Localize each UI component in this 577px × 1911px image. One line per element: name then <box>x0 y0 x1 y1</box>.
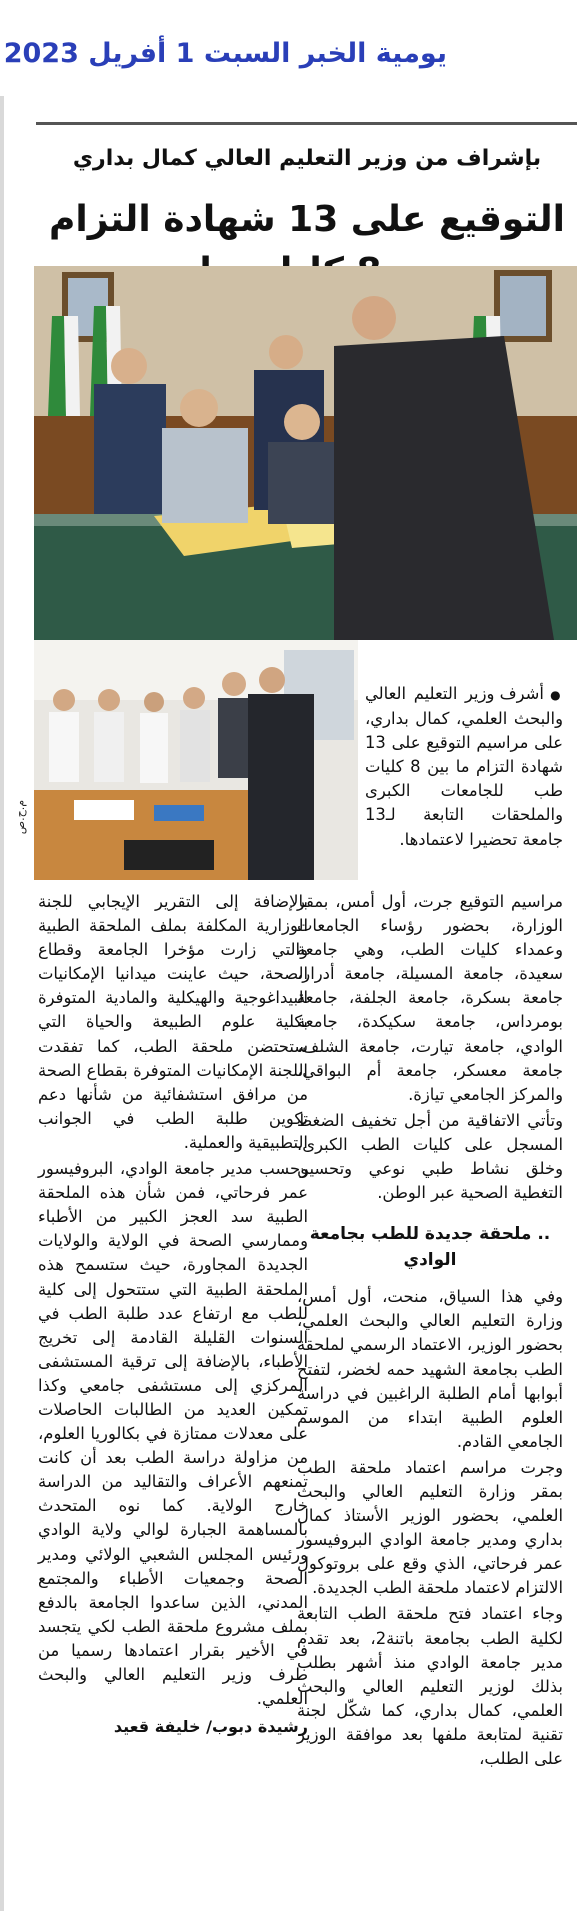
body-paragraph: وتأتي الاتفاقية من أجل تخفيف الضغط المسجل على كليات الطب الكبرى، وخلق نشاط طبي نوعي وتحسين التغطية الصحية عبر الوطن. <box>297 1110 563 1203</box>
section-subheading: .. ملحقة جديدة للطب بجامعة الوادي <box>309 1224 551 1271</box>
medical-lab-photo <box>34 640 358 880</box>
intro-paragraph: ● أشرف وزير التعليم العالي والبحث العلمي، كمال بداري، على مراسيم التوقيع على 13 شهادة التزام ما بين 8 كليات طب للجامعات الكبرى والملحقات التابعة لـ13 جامعة تحضيرا لاعتمادها. <box>365 684 564 849</box>
body-paragraph: مراسيم التوقيع جرت، أول أمس، بمقر الوزارة، بحضور رؤساء الجامعات وعمداء كليات الطب، وهي جامعة سعيدة، جامعة المسيلة، جامعة أدرار، جامعة بسكرة، جامعة الجلفة، جامعة بومرداس، جامعة سكيكدة، جامعة الوادي، جامعة تيارت، جامعة الشلف، جامعة معسكر، جامعة أم البواقي، والمركز الجامعي تيازة. <box>297 892 563 1104</box>
article-left-column <box>38 890 308 1741</box>
signing-ceremony-photo <box>34 266 577 640</box>
article-intro <box>365 682 563 854</box>
article-right-column <box>297 890 563 1773</box>
masthead-date-title: يومية الخبر السبت 1 أفريل 2023 <box>3 38 447 69</box>
newspaper-masthead <box>0 0 577 96</box>
body-paragraph: وفي هذا السياق، منحت، أول أمس، وزارة التعليم العالي والبحث العلمي، بحضور الوزير، الاعتماد الرسمي لملحقة الطب بجامعة الشهيد حمه لخضر، لتفتح أبوابها أمام الطلبة الراغبين في دراسة العلوم الطبية ابتداء من الموسم الجامعي القادم. <box>297 1287 563 1451</box>
headline-line-1: التوقيع على 13 شهادة التزام <box>48 199 566 240</box>
article-byline: رشيدة دبوب/ خليفة قعيد <box>113 1717 308 1737</box>
body-paragraph: وجاء اعتماد فتح ملحقة الطب التابعة لكلية الطب بجامعة باتنة2، بعد تقدم مدير جامعة الوادي منذ أشهر بطلب بذلك لوزير التعليم العالي والبحث العلمي، كمال بداري، كما شكّل لجنة تقنية لمتابعة ملفها بعد موافقة الوزير على الطلب، <box>297 1604 563 1768</box>
signing-ceremony-illustration <box>34 266 577 640</box>
page-edge <box>0 96 4 1911</box>
article-kicker: بإشراف من وزير التعليم العالي كمال بداري <box>72 146 542 171</box>
body-paragraph: بالإضافة إلى التقرير الإيجابي للجنة الوزارية المكلفة بملف الملحقة الطبية والتي زارت مؤخرا الجامعة وقطاع الصحة، حيث عاينت ميدانيا الإمكانيات البيداغوجية والهيكلية والمادية المتوفرة بكلية علوم الطبيعة والحياة التي ستحتضن ملحقة الطب، كما تفقدت اللجنة الإمكانيات المتوفرة بقطاع الصحة من مرافق استشفائية من شأنها دعم تكوين طلبة الطب في الجوانب التطبيقية والعملية. <box>38 892 308 1152</box>
medical-lab-illustration <box>34 640 358 880</box>
top-rule-divider <box>36 122 577 125</box>
photo-credit: م.ح.ص <box>14 800 27 835</box>
body-paragraph: وحسب مدير جامعة الوادي، البروفيسور عمر فرحاتي، فمن شأن هذه الملحقة الطبية سد العجز الكبير من الأطباء وممارسي الصحة في الولاية والولايات الجديدة المجاورة، حيث ستسمح هذه الملحقة الطبية التي ستتحول إلى كلية للطب مع ارتفاع عدد طلبة الطب في السنوات القليلة القادمة إلى تخريج الأطباء، بالإضافة إلى ترقية المستشفى المركزي إلى مستشفى جامعي وكذا تمكين العديد من الطالبات الحاصلات على معدلات ممتازة في بكالوريا العلوم، من مزاولة دراسة الطب بعد أن كانت تمنعهم الأعراف والتقاليد من الدراسة خارج الولاية. كما نوه المتحدث بالمساهمة الجبارة لوالي ولاية الوادي ورئيس المجلس الشعبي الولائي ومدير الصحة وجمعيات الأطباء والمجتمع المدني، الذين ساعدوا الجامعة بالدفع بملف مشروع ملحقة الطب لكي يتجسد في الأخير بقرار اعتمادها رسميا من طرف وزير التعليم العالي والبحث العلمي. <box>38 1159 308 1709</box>
body-paragraph: وجرت مراسم اعتماد ملحقة الطب بمقر وزارة التعليم العالي والبحث العلمي، بحضور الوزير الأستاذ كمال بداري ومدير جامعة الوادي البروفيسور عمر فرحاتي، الذي وقع على بروتوكول الالتزام لاعتماد ملحقة الطب الجديدة. <box>297 1457 563 1598</box>
bullet-icon: ● <box>543 688 563 702</box>
